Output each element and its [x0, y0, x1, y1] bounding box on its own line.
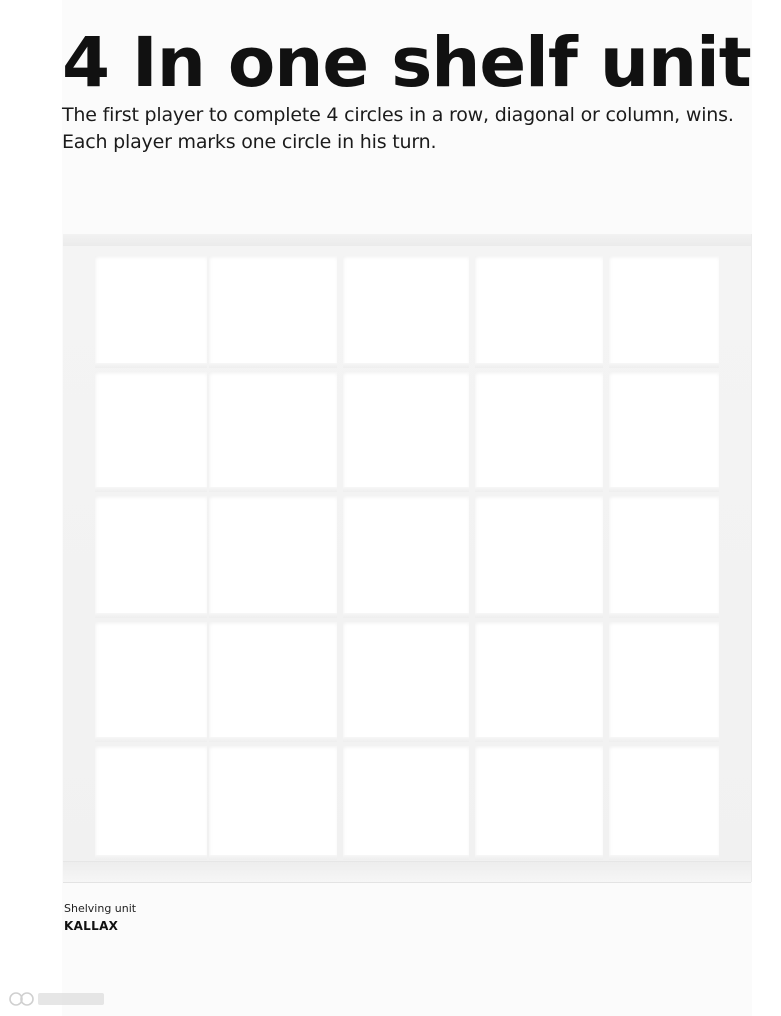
board-cell-r5-c5[interactable] — [609, 746, 719, 860]
board-cell-r1-c2[interactable] — [209, 256, 337, 368]
board-cell-r3-c5[interactable] — [609, 496, 719, 618]
board-cell-r4-c5[interactable] — [609, 622, 719, 742]
page-title: 4 In one shelf unit — [62, 23, 751, 103]
board-cell-r4-c4[interactable] — [475, 622, 603, 742]
board-cell-r5-c4[interactable] — [475, 746, 603, 860]
shelf-board — [63, 234, 751, 882]
board-cell-r4-c1[interactable] — [95, 622, 207, 742]
board-cell-r5-c2[interactable] — [209, 746, 337, 860]
board-cell-r2-c3[interactable] — [343, 372, 469, 492]
board-cell-r4-c2[interactable] — [209, 622, 337, 742]
board-cell-r3-c1[interactable] — [95, 496, 207, 618]
board-cell-r2-c1[interactable] — [95, 372, 207, 492]
board-cell-r4-c3[interactable] — [343, 622, 469, 742]
product-name: KALLAX — [64, 919, 119, 933]
board-cell-r5-c1[interactable] — [95, 746, 207, 860]
game-instructions: The first player to complete 4 circles in a row, diagonal or column, wins. Each player marks one circle in his turn. — [62, 104, 734, 153]
board-cell-r1-c3[interactable] — [343, 256, 469, 368]
board-cell-r1-c1[interactable] — [95, 256, 207, 368]
board-cell-r2-c2[interactable] — [209, 372, 337, 492]
board-cell-r1-c5[interactable] — [609, 256, 719, 368]
board-cell-r3-c4[interactable] — [475, 496, 603, 618]
shelf-bottom-edge — [63, 861, 751, 882]
board-cell-r2-c5[interactable] — [609, 372, 719, 492]
board-cell-r1-c4[interactable] — [475, 256, 603, 368]
shelf-top-edge — [63, 234, 751, 246]
watermark-logo — [8, 990, 108, 1008]
board-cell-r5-c3[interactable] — [343, 746, 469, 860]
board-cell-r3-c2[interactable] — [209, 496, 337, 618]
product-label: Shelving unit — [64, 902, 137, 915]
board-cell-r2-c4[interactable] — [475, 372, 603, 492]
board-cell-r3-c3[interactable] — [343, 496, 469, 618]
